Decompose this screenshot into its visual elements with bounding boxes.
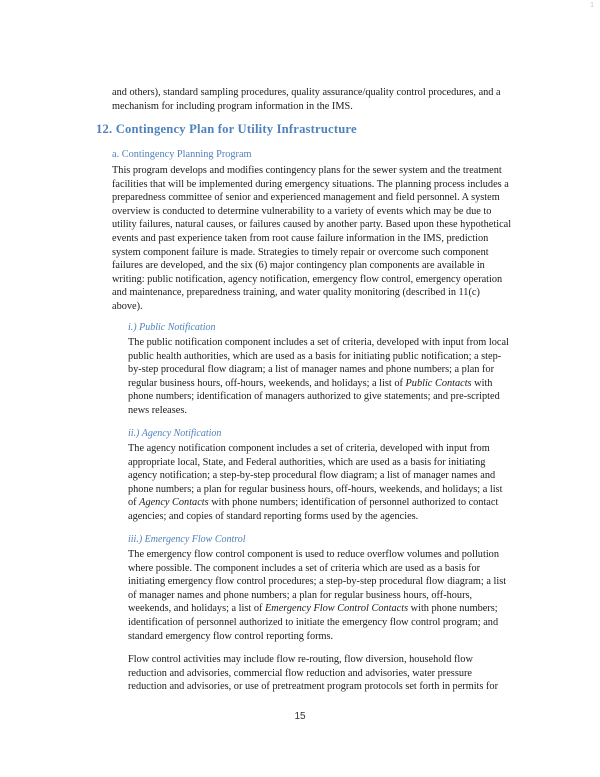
public-notification-text xyxy=(128,336,512,418)
emergency-flow-control-text xyxy=(128,548,512,643)
subsection-heading: a. Contingency Planning Program xyxy=(112,149,252,160)
emergency-flow-control-contacts-term: Emergency Flow Control Contacts xyxy=(264,603,409,615)
page-number: 15 xyxy=(294,711,306,722)
public-contacts-term: Public Contacts xyxy=(405,377,472,389)
agency-notification-section xyxy=(128,428,512,524)
emergency-flow-control-section xyxy=(128,534,512,643)
section-heading: 12. Contingency Plan for Utility Infrastructure xyxy=(96,122,357,136)
agency-contacts-term: Agency Contacts xyxy=(139,497,209,509)
agency-notification-text xyxy=(128,442,512,524)
corner-mark: 1 xyxy=(590,2,594,9)
contingency-paragraph: This program develops and modifies contingency plans for the sewer system and the treatment facilities that will be implemented during emergency situations. The planning process includes a preparedness committee of senior and experienced management and field personnel. A system overview is conducted to determine vulnerability to a variety of events which may be due to utility failures, natural causes, or failures caused by another party. Based upon these hypothetical events and past experience taken from root cause failure information in the IMS, prediction system component failure is made. Strategies to timely repair or overcome such component failures are developed, and the six (6) major contingency plan components are available in writing: public notification, agency notification, emergency flow control, emergency operation and maintenance, preparedness training, and water quality monitoring (described in 11(c) above). xyxy=(112,165,512,312)
intro-paragraph-block xyxy=(112,86,508,113)
contingency-paragraph-block xyxy=(112,164,512,314)
public-notification-text-start: The public notification component includes a set of criteria, developed with input from local public health authorities, which are used as a basis for initiating public notification; a step-by-step procedural flow diagram; a list of manager names and phone numbers; a plan for regular business hours, off-hours, weekends, and holidays; a list of xyxy=(128,337,509,389)
agency-notification-text-start: The agency notification component includes a set of criteria, developed with input from appropriate local, State, and Federal authorities, which are used as a basis for initiating agency notification; a step-by-step procedural flow diagram; a list of manager names and phone numbers; a plan for regular business hours, off-hours, weekends, and holidays; a list of xyxy=(128,443,503,509)
agency-notification-heading: ii.) Agency Notification xyxy=(128,428,222,439)
agency-notification-text-end: with phone numbers; identification of personnel authorized to contact agencies; and copies of standard reporting forms used by the agencies. xyxy=(128,497,499,522)
intro-paragraph: and others), standard sampling procedures, quality assurance/quality control procedures, and a mechanism for including program information in the IMS. xyxy=(112,87,501,112)
flow-control-paragraph: Flow control activities may include flow re-routing, flow diversion, household flow reduction and advisories, commercial flow reduction and advisories, water pressure reduction and advisories, or use of pretreatment program protocols set forth in permits for xyxy=(128,654,499,693)
flow-control-paragraph-block xyxy=(128,653,512,694)
public-notification-section xyxy=(128,322,512,418)
public-notification-heading: i.) Public Notification xyxy=(128,322,216,333)
public-notification-text-end: with phone numbers; identification of managers authorized to give statements; and pre-scripted news releases. xyxy=(128,377,500,416)
emergency-flow-control-text-start: The emergency flow control component is used to reduce overflow volumes and pollution where possible. The component includes a set of criteria which are used as a basis for initiating emergency flow control procedures; a step-by-step procedural flow diagram; a list of manager names and phone numbers; a plan for regular business hours, off-hours, weekends, and holidays; a list of xyxy=(128,549,507,615)
emergency-flow-control-text-end: with phone numbers; identification of personnel authorized to initiate the emergency flow control program; and standard emergency flow control reporting forms. xyxy=(128,603,499,642)
emergency-flow-control-heading: iii.) Emergency Flow Control xyxy=(128,534,246,545)
